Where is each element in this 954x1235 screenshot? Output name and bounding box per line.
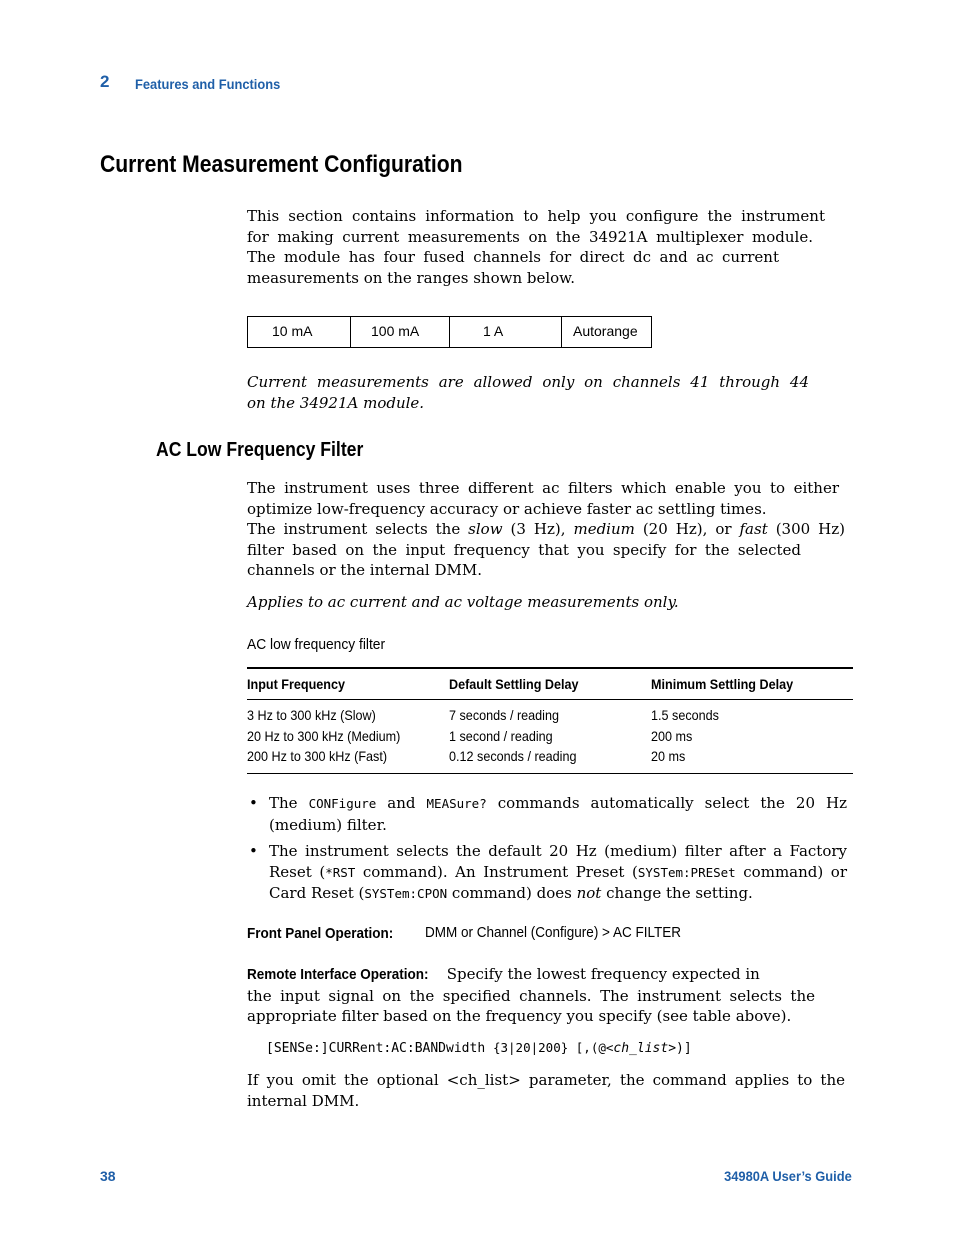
intro-paragraph — [247, 206, 825, 288]
bullet-text: The CONFigure and MEASure? commands automatically select the 20 Hz (medium) filter. — [269, 794, 847, 834]
bullet-dot-icon: • — [249, 842, 258, 860]
table-row — [247, 726, 853, 747]
remote-interface-paragraph — [247, 964, 837, 1027]
remote-interface-label: Remote Interface Operation: — [247, 966, 429, 983]
filter-line: filter based on the input frequency that you specify for the selected — [247, 540, 801, 559]
remote-line: Remote Interface Operation: Specify the lowest frequency expected in — [247, 964, 837, 986]
bullet-text: The instrument selects the default 20 Hz (medium) filter after a Factory Reset (*RST command). An Instrument Preset (SYSTem:PRESet command) or Card Reset (SYSTem:CPON command) does not change the setting. — [269, 842, 847, 902]
filter-line: The instrument selects the slow (3 Hz), medium (20 Hz), or fast (300 Hz) — [247, 520, 845, 538]
table-caption: AC low frequency filter — [247, 636, 386, 653]
chapter-number: 2 — [100, 72, 110, 91]
command-keyword: SYSTem:CPON — [364, 886, 448, 901]
range-cell: Autorange — [573, 323, 638, 339]
filter-paragraph — [247, 478, 845, 581]
subsection-title: AC Low Frequency Filter — [156, 439, 364, 461]
table-header: Input Frequency — [247, 676, 346, 692]
table-cell: 200 Hz to 300 kHz (Fast) — [247, 748, 388, 765]
filter-line: The instrument uses three different ac filters which enable you to either — [247, 479, 839, 497]
table-header-row — [247, 669, 853, 700]
front-panel-label: Front Panel Operation: — [247, 925, 394, 942]
table-cell: 3 Hz to 300 kHz (Slow) — [247, 707, 376, 724]
closing-line: internal DMM. — [247, 1091, 360, 1110]
table-row — [247, 705, 853, 726]
note-line: Current measurements are allowed only on channels 41 through 44 — [247, 373, 809, 391]
filter-line: channels or the internal DMM. — [247, 561, 482, 579]
applies-note: Applies to ac current and ac voltage measurements only. — [247, 593, 679, 611]
table-row — [247, 746, 853, 767]
bullet-item — [247, 793, 847, 835]
command-syntax: [SENSe:]CURRent:AC:BANDwidth {3|20|200} [,(@<ch_list>)] — [266, 1040, 692, 1056]
closing-line: If you omit the optional <ch_list> parameter, the command applies to the — [247, 1071, 845, 1089]
remote-line: the input signal on the specified channels. The instrument selects the — [247, 986, 815, 1005]
table-cell: 200 ms — [651, 727, 693, 744]
table-cell: 1.5 seconds — [651, 707, 719, 724]
bullet-dot-icon: • — [249, 794, 258, 812]
filter-line: optimize low-frequency accuracy or achieve faster ac settling times. — [247, 499, 767, 518]
closing-paragraph — [247, 1070, 845, 1111]
intro-line: This section contains information to help you configure the instrument — [247, 207, 825, 225]
front-panel-value: DMM or Channel (Configure) > AC FILTER — [425, 924, 681, 941]
range-cell: 1 A — [450, 317, 562, 347]
ranges-table — [247, 316, 652, 348]
table-cell: 20 ms — [651, 748, 686, 765]
table-cell: 0.12 seconds / reading — [449, 748, 577, 765]
command-keyword: CONFigure — [308, 796, 377, 811]
channel-note — [247, 372, 809, 413]
bullet-item — [247, 841, 847, 905]
table-cell: 1 second / reading — [449, 727, 553, 744]
table-cell: 7 seconds / reading — [449, 707, 559, 724]
filter-table — [247, 667, 853, 774]
range-cell: 10 mA — [248, 317, 351, 347]
command-keyword: *RST — [325, 864, 356, 880]
intro-line: measurements on the ranges shown below. — [247, 268, 576, 287]
section-title: Current Measurement Configuration — [100, 151, 463, 178]
command-keyword: SYSTem:PRESet — [637, 864, 736, 880]
note-line: on the 34921A module. — [247, 393, 425, 412]
guide-title: 34980A User’s Guide — [724, 1168, 852, 1184]
table-header: Default Settling Delay — [449, 676, 579, 692]
chapter-title: Features and Functions — [135, 76, 281, 92]
range-cell: 100 mA — [351, 317, 450, 347]
page-number: 38 — [100, 1168, 116, 1184]
intro-line: for making current measurements on the 34921A multiplexer module. — [247, 227, 813, 246]
intro-line: The module has four fused channels for direct dc and ac current — [247, 248, 779, 266]
command-keyword: MEASure? — [426, 796, 487, 811]
table-cell: 20 Hz to 300 kHz (Medium) — [247, 727, 401, 744]
table-header: Minimum Settling Delay — [651, 676, 794, 692]
remote-line: appropriate filter based on the frequency you specify (see table above). — [247, 1007, 792, 1025]
